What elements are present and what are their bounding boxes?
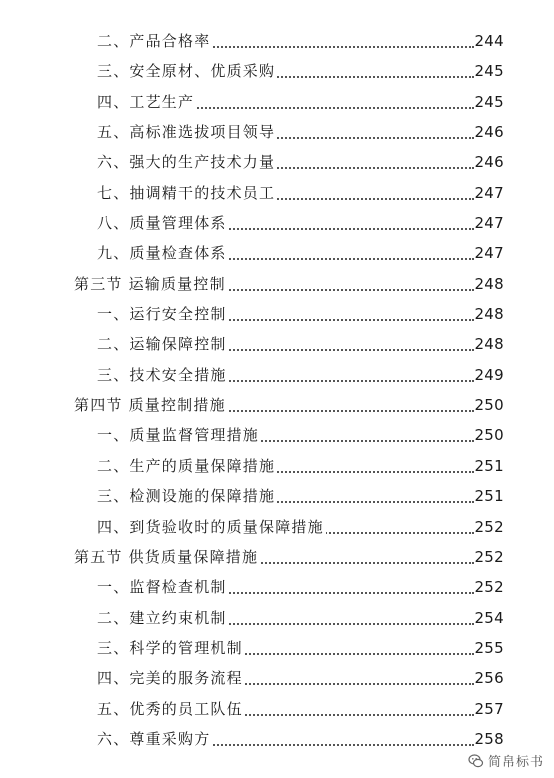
- toc-entry-title: 六、强大的生产技术力量: [97, 153, 276, 172]
- toc-entry-page-number: 248: [474, 335, 504, 354]
- toc-entry-title: 二、生产的质量保障措施: [97, 456, 276, 475]
- toc-entry-title: 三、科学的管理机制: [97, 638, 243, 657]
- toc-entry[interactable]: [0, 208, 554, 238]
- toc-entry-page-number: 250: [474, 396, 504, 415]
- toc-entry-title: 二、产品合格率: [97, 32, 211, 50]
- watermark-text: 简帛标书: [487, 755, 544, 770]
- toc-entry-page-number: 250: [474, 426, 504, 445]
- toc-entry[interactable]: [0, 694, 554, 724]
- toc-section-entry[interactable]: [0, 390, 554, 420]
- toc-entry[interactable]: [0, 329, 554, 359]
- toc-entry-page-number: 247: [474, 214, 504, 233]
- toc-entry-page-number: 256: [474, 669, 504, 688]
- toc-section-entry[interactable]: [0, 542, 554, 572]
- toc-entry[interactable]: [0, 663, 554, 693]
- toc-entry[interactable]: [0, 572, 554, 602]
- toc-entry[interactable]: [0, 299, 554, 329]
- toc-entry-page-number: 248: [474, 274, 504, 293]
- toc-entry-title: 五、高标准选拔项目领导: [97, 123, 276, 142]
- toc-entry-title: 四、到货验收时的质量保障措施: [97, 517, 324, 536]
- toc-entry-page-number: 251: [474, 456, 504, 475]
- toc-entry-title: 四、完美的服务流程: [97, 669, 243, 688]
- toc-entry-title: 七、抽调精干的技术员工: [97, 183, 276, 202]
- toc-entry-page-number: 246: [474, 123, 504, 142]
- toc-entry-title: 二、建立约束机制: [97, 608, 227, 627]
- toc-entry[interactable]: [0, 512, 554, 542]
- watermark: [468, 751, 544, 770]
- toc-entry-page-number: 244: [474, 32, 504, 50]
- toc-entry-title: 四、工艺生产: [97, 92, 195, 111]
- toc-entry[interactable]: [0, 117, 554, 147]
- toc-entry-page-number: 245: [474, 62, 504, 81]
- toc-entry[interactable]: [0, 481, 554, 511]
- table-of-contents: [0, 26, 554, 754]
- toc-entry-page-number: 252: [474, 578, 504, 597]
- toc-entry-page-number: 246: [474, 153, 504, 172]
- toc-entry-title: 六、尊重采购方: [97, 729, 211, 748]
- toc-entry-title: 三、技术安全措施: [97, 365, 227, 384]
- toc-entry[interactable]: [0, 26, 554, 56]
- toc-entry[interactable]: [0, 633, 554, 663]
- toc-entry-page-number: 248: [474, 305, 504, 324]
- toc-entry-page-number: 254: [474, 608, 504, 627]
- toc-entry[interactable]: [0, 451, 554, 481]
- toc-entry[interactable]: [0, 87, 554, 117]
- toc-entry-title: 三、安全原材、优质采购: [97, 62, 276, 81]
- wechat-icon: [468, 753, 484, 769]
- toc-entry-page-number: 257: [474, 699, 504, 718]
- toc-entry-page-number: 247: [474, 183, 504, 202]
- toc-entry-title: 第三节 运输质量控制: [74, 274, 226, 293]
- toc-entry-title: 八、质量管理体系: [97, 214, 227, 233]
- toc-entry-page-number: 252: [474, 517, 504, 536]
- toc-entry-page-number: 258: [474, 729, 504, 748]
- toc-section-entry[interactable]: [0, 269, 554, 299]
- toc-entry[interactable]: [0, 178, 554, 208]
- toc-entry[interactable]: [0, 360, 554, 390]
- toc-entry-page-number: 247: [474, 244, 504, 263]
- toc-entry[interactable]: [0, 724, 554, 754]
- toc-entry-title: 九、质量检查体系: [97, 244, 227, 263]
- toc-entry-page-number: 251: [474, 487, 504, 506]
- toc-entry-title: 一、质量监督管理措施: [97, 426, 260, 445]
- toc-entry-page-number: 255: [474, 638, 504, 657]
- toc-entry-title: 第五节 供货质量保障措施: [74, 547, 259, 566]
- toc-entry-page-number: 252: [474, 547, 504, 566]
- toc-entry-title: 一、监督检查机制: [97, 578, 227, 597]
- toc-entry[interactable]: [0, 238, 554, 268]
- toc-entry-page-number: 249: [474, 365, 504, 384]
- toc-entry-title: 五、优秀的员工队伍: [97, 699, 243, 718]
- toc-entry-title: 一、运行安全控制: [97, 305, 227, 324]
- toc-entry-title: 第四节 质量控制措施: [74, 396, 226, 415]
- toc-entry[interactable]: [0, 420, 554, 450]
- toc-entry-title: 三、检测设施的保障措施: [97, 487, 276, 506]
- toc-entry[interactable]: [0, 56, 554, 86]
- toc-entry-title: 二、运输保障控制: [97, 335, 227, 354]
- toc-entry-page-number: 245: [474, 92, 504, 111]
- toc-entry[interactable]: [0, 603, 554, 633]
- toc-entry[interactable]: [0, 147, 554, 177]
